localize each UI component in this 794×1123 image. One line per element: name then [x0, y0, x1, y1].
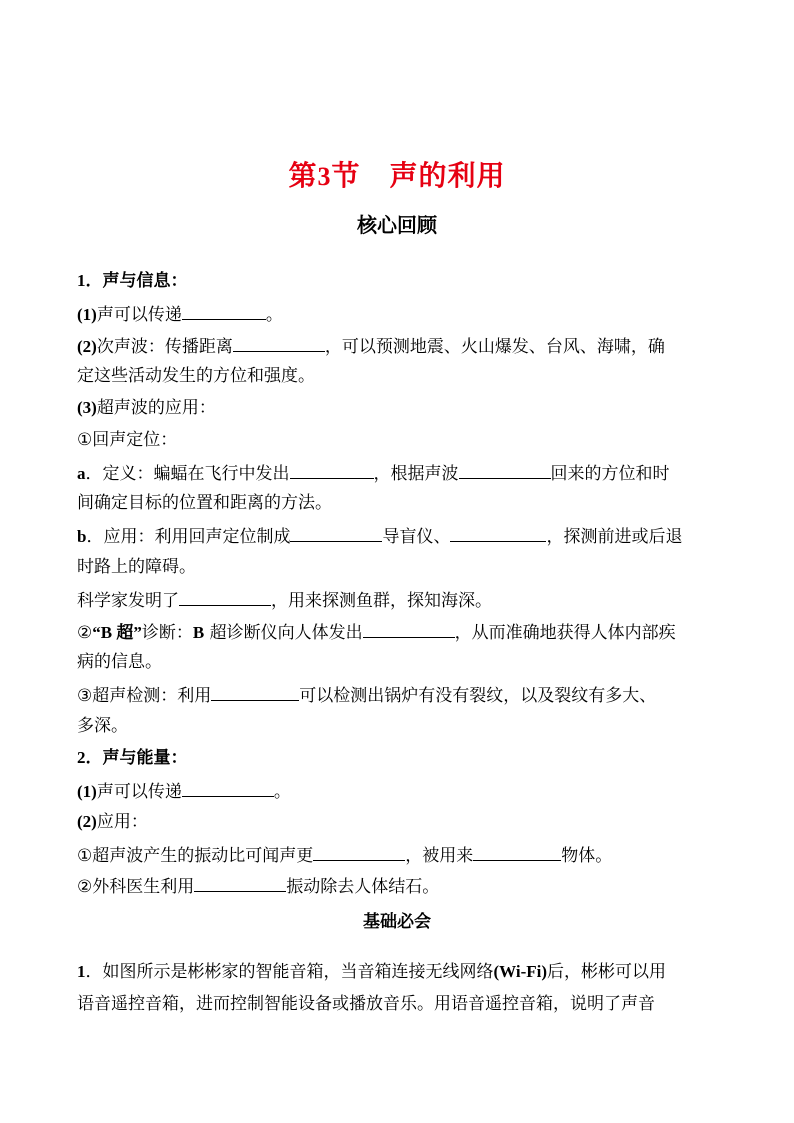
- line-text: 。: [265, 305, 283, 325]
- line-text: 振动除去人体结石。: [286, 877, 440, 897]
- text-line: [77, 396, 727, 420]
- answer-blank[interactable]: [459, 460, 551, 479]
- item-marker: (Wi-Fi): [493, 962, 548, 981]
- answer-blank[interactable]: [450, 523, 546, 542]
- item-marker: (1): [77, 782, 97, 801]
- text-line: [77, 555, 727, 579]
- item-marker: (3): [77, 398, 97, 417]
- text-line: [77, 873, 727, 899]
- text-line: [77, 810, 727, 834]
- answer-blank[interactable]: [182, 778, 274, 797]
- line-text: 物体。: [561, 846, 613, 866]
- line-text: 。: [273, 782, 291, 802]
- line-text: 时路上的障碍。: [77, 557, 196, 577]
- line-text: 声可以传递: [96, 782, 182, 802]
- line-text: ①回声定位：: [77, 430, 178, 450]
- text-line: [77, 682, 727, 708]
- line-text: ，可以预测地震、火山爆发、台风、海啸，确: [324, 337, 665, 357]
- text-line: [77, 778, 727, 804]
- text-line: [77, 333, 727, 359]
- answer-blank[interactable]: [233, 333, 325, 352]
- line-text: 间确定目标的位置和距离的方法。: [77, 493, 332, 513]
- line-text: ．如图所示是彬彬家的智能音箱，当音箱连接无线网络: [85, 962, 494, 982]
- text-line: [77, 269, 727, 293]
- answer-blank[interactable]: [194, 873, 286, 892]
- line-text: 诊断：: [141, 623, 193, 643]
- line-text: 超声波的应用：: [96, 398, 216, 418]
- answer-blank[interactable]: [179, 587, 271, 606]
- text-line: [77, 619, 727, 645]
- line-text: ．应用：利用回声定位制成: [86, 527, 291, 547]
- line-text: ②: [77, 623, 93, 643]
- text-line: [77, 992, 727, 1016]
- line-text: 多深。: [77, 716, 128, 736]
- section-heading-review: 核心回顾: [357, 213, 437, 237]
- text-line: [77, 960, 727, 984]
- line-text: 导盲仪、: [382, 527, 451, 547]
- line-text: 回来的方位和时: [550, 464, 670, 484]
- line-text: ，探测前进或后退: [546, 527, 683, 547]
- title-suffix: 节 声的利用: [331, 159, 506, 192]
- text-line: [77, 491, 727, 515]
- line-text: ．定义：蝙蝠在飞行中发出: [85, 464, 290, 484]
- line-text: ，用来探测鱼群，探知海深。: [271, 591, 492, 611]
- text-line: [77, 842, 727, 868]
- line-text: ，根据声波: [373, 464, 459, 484]
- answer-blank[interactable]: [363, 619, 455, 638]
- section-heading-basics: 基础必会: [363, 912, 431, 932]
- line-text: 语音遥控音箱，进而控制智能设备或播放音乐。用语音遥控音箱，说明了声音: [77, 994, 655, 1014]
- line-text: 声可以传递: [96, 305, 182, 325]
- text-line: [77, 460, 727, 486]
- text-line: [77, 587, 727, 613]
- answer-blank[interactable]: [290, 460, 374, 479]
- answer-blank[interactable]: [473, 842, 561, 861]
- line-text: ②外科医生利用: [77, 877, 195, 897]
- line-text: 超诊断仪向人体发出: [204, 623, 363, 643]
- text-line: [77, 364, 727, 388]
- line-text: 应用：: [96, 812, 148, 832]
- line-text: 2．声与能量：: [77, 748, 188, 767]
- line-text: 1．声与信息：: [77, 271, 188, 290]
- line-text: 定这些活动发生的方位和强度。: [77, 366, 315, 386]
- answer-blank[interactable]: [290, 523, 382, 542]
- title-number: 3: [317, 162, 332, 191]
- item-marker: (2): [77, 337, 97, 356]
- title-prefix: 第: [288, 159, 318, 192]
- line-text: ，被用来: [405, 846, 474, 866]
- line-text: 后，彬彬可以用: [547, 962, 667, 982]
- item-marker: (1): [77, 305, 97, 324]
- answer-blank[interactable]: [182, 301, 266, 320]
- page-title: [0, 154, 794, 194]
- item-marker: “B 超”: [92, 623, 142, 642]
- line-text: 次声波：传播距离: [96, 337, 233, 357]
- text-line: [77, 301, 727, 327]
- item-marker: 1: [77, 962, 86, 981]
- item-marker: B: [192, 623, 205, 642]
- line-text: 病的信息。: [77, 652, 162, 672]
- item-marker: (2): [77, 812, 97, 831]
- line-text: ，从而准确地获得人体内部疾: [454, 623, 676, 643]
- line-text: 科学家发明了: [77, 591, 179, 611]
- text-line: [77, 714, 727, 738]
- answer-blank[interactable]: [313, 842, 405, 861]
- item-marker: a: [77, 464, 86, 483]
- line-text: ③超声检测：利用: [77, 686, 212, 706]
- text-line: [77, 523, 727, 549]
- line-text: ①超声波产生的振动比可闻声更: [77, 846, 314, 866]
- answer-blank[interactable]: [211, 682, 299, 701]
- line-text: 可以检测出锅炉有没有裂纹，以及裂纹有多大、: [299, 686, 657, 706]
- item-marker: b: [77, 527, 87, 546]
- text-line: [77, 650, 727, 674]
- text-line: [77, 428, 727, 452]
- text-line: [77, 746, 727, 770]
